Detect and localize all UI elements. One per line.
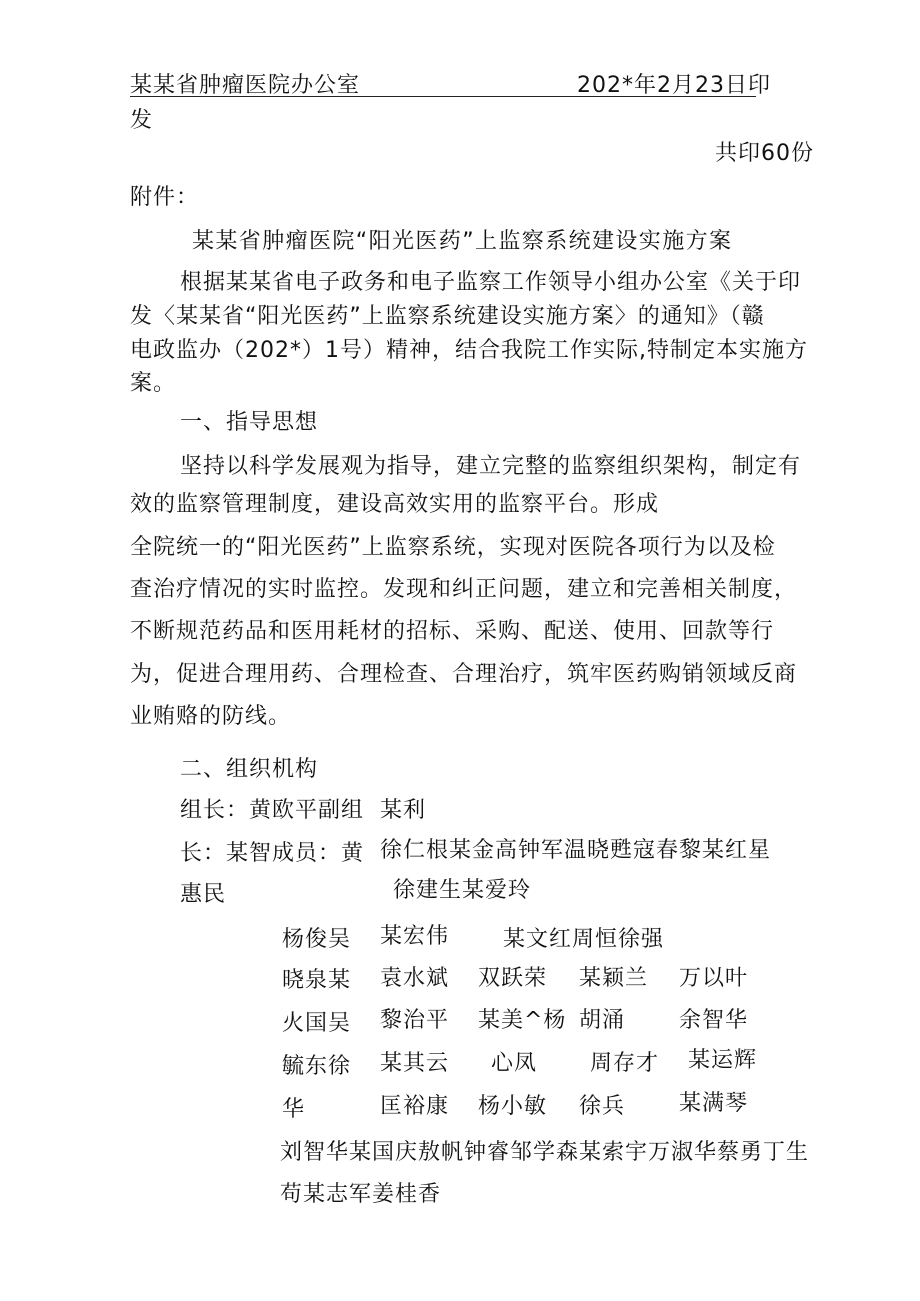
member-name: 某宏伟	[380, 924, 450, 949]
section1-heading: 一、指导思想	[180, 410, 319, 435]
member-name: 某满琴	[679, 1091, 749, 1116]
print-date-tail: 发	[130, 108, 154, 133]
member-name: 徐兵	[579, 1094, 626, 1119]
section1-line: 查治疗情况的实时监控。发现和纠正问题，建立和完善相关制度，	[130, 577, 798, 602]
member-name: 毓东徐	[282, 1054, 352, 1079]
member-name: 双跃荣	[478, 966, 548, 991]
member-name: 黎治平	[380, 1008, 450, 1033]
member-name: 万以叶	[679, 966, 749, 991]
member-tail-line: 苟某志军姜桂香	[280, 1182, 442, 1207]
member-name: 袁水斌	[380, 966, 450, 991]
section1-line: 坚持以科学发展观为指导，建立完整的监察组织架构，制定有	[180, 454, 802, 479]
section1-line: 为，促进合理用药、合理检查、合理治疗，筑牢医药购销领域反商	[130, 662, 798, 687]
intro-line: 案。	[130, 371, 177, 396]
section2-heading: 二、组织机构	[180, 757, 319, 782]
header-rule	[130, 96, 756, 97]
leader-line: 惠民	[180, 882, 227, 907]
member-name: 匡裕康	[380, 1094, 450, 1119]
member-name: 周存才	[590, 1051, 660, 1076]
issuer-name: 某某省肿瘤医院办公室	[130, 73, 361, 98]
leader-name-line: 徐建生某爱玲	[393, 878, 532, 903]
leader-name-line: 某利	[380, 798, 427, 823]
section1-line: 全院统一的“阳光医药”上监察系统，实现对医院各项行为以及检	[130, 535, 776, 560]
document-title: 某某省肿瘤医院“阳光医药”上监察系统建设实施方案	[192, 229, 733, 254]
intro-line: 发〈某某省“阳光医药”上监察系统建设实施方案〉的通知》（赣	[130, 304, 765, 329]
section1-line: 效的监察管理制度，建设高效实用的监察平台。形成	[130, 492, 660, 517]
leader-name-line: 徐仁根某金高钟军温晓甦寇春黎某红星	[380, 838, 772, 863]
leader-line: 长：某智成员：黄	[180, 841, 365, 866]
member-name: 某美^杨	[478, 1008, 567, 1033]
leader-line: 组长：黄欧平副组	[180, 798, 365, 823]
member-name: 心凤	[491, 1051, 538, 1076]
member-name: 华	[282, 1097, 306, 1122]
member-name: 余智华	[679, 1008, 749, 1033]
section1-line: 业贿赂的防线。	[130, 704, 292, 729]
member-name: 杨小敏	[478, 1094, 548, 1119]
member-name: 某文红周恒徐强	[503, 927, 665, 952]
attachment-label: 附件：	[130, 185, 200, 210]
copies-count: 共印60份	[715, 141, 814, 166]
member-name: 晓泉某	[282, 968, 352, 993]
member-name: 某颖兰	[579, 966, 649, 991]
member-name: 胡涌	[579, 1008, 626, 1033]
print-date: 202*年2月23日印	[577, 73, 771, 98]
member-name: 某运辉	[688, 1048, 758, 1073]
intro-line: 根据某某省电子政务和电子监察工作领导小组办公室《关于印	[180, 270, 802, 295]
member-tail-line: 刘智华某国庆敖帆钟睿邹学森某索宇万淑华蔡勇丁生	[280, 1140, 810, 1165]
section1-line: 不断规范药品和医用耗材的招标、采购、配送、使用、回款等行	[130, 619, 775, 644]
member-name: 某其云	[380, 1051, 450, 1076]
member-name: 火国吴	[282, 1011, 352, 1036]
member-name: 杨俊吴	[282, 927, 352, 952]
intro-line: 电政监办（202*）1号）精神，结合我院工作实际,特制定本实施方	[130, 338, 808, 363]
